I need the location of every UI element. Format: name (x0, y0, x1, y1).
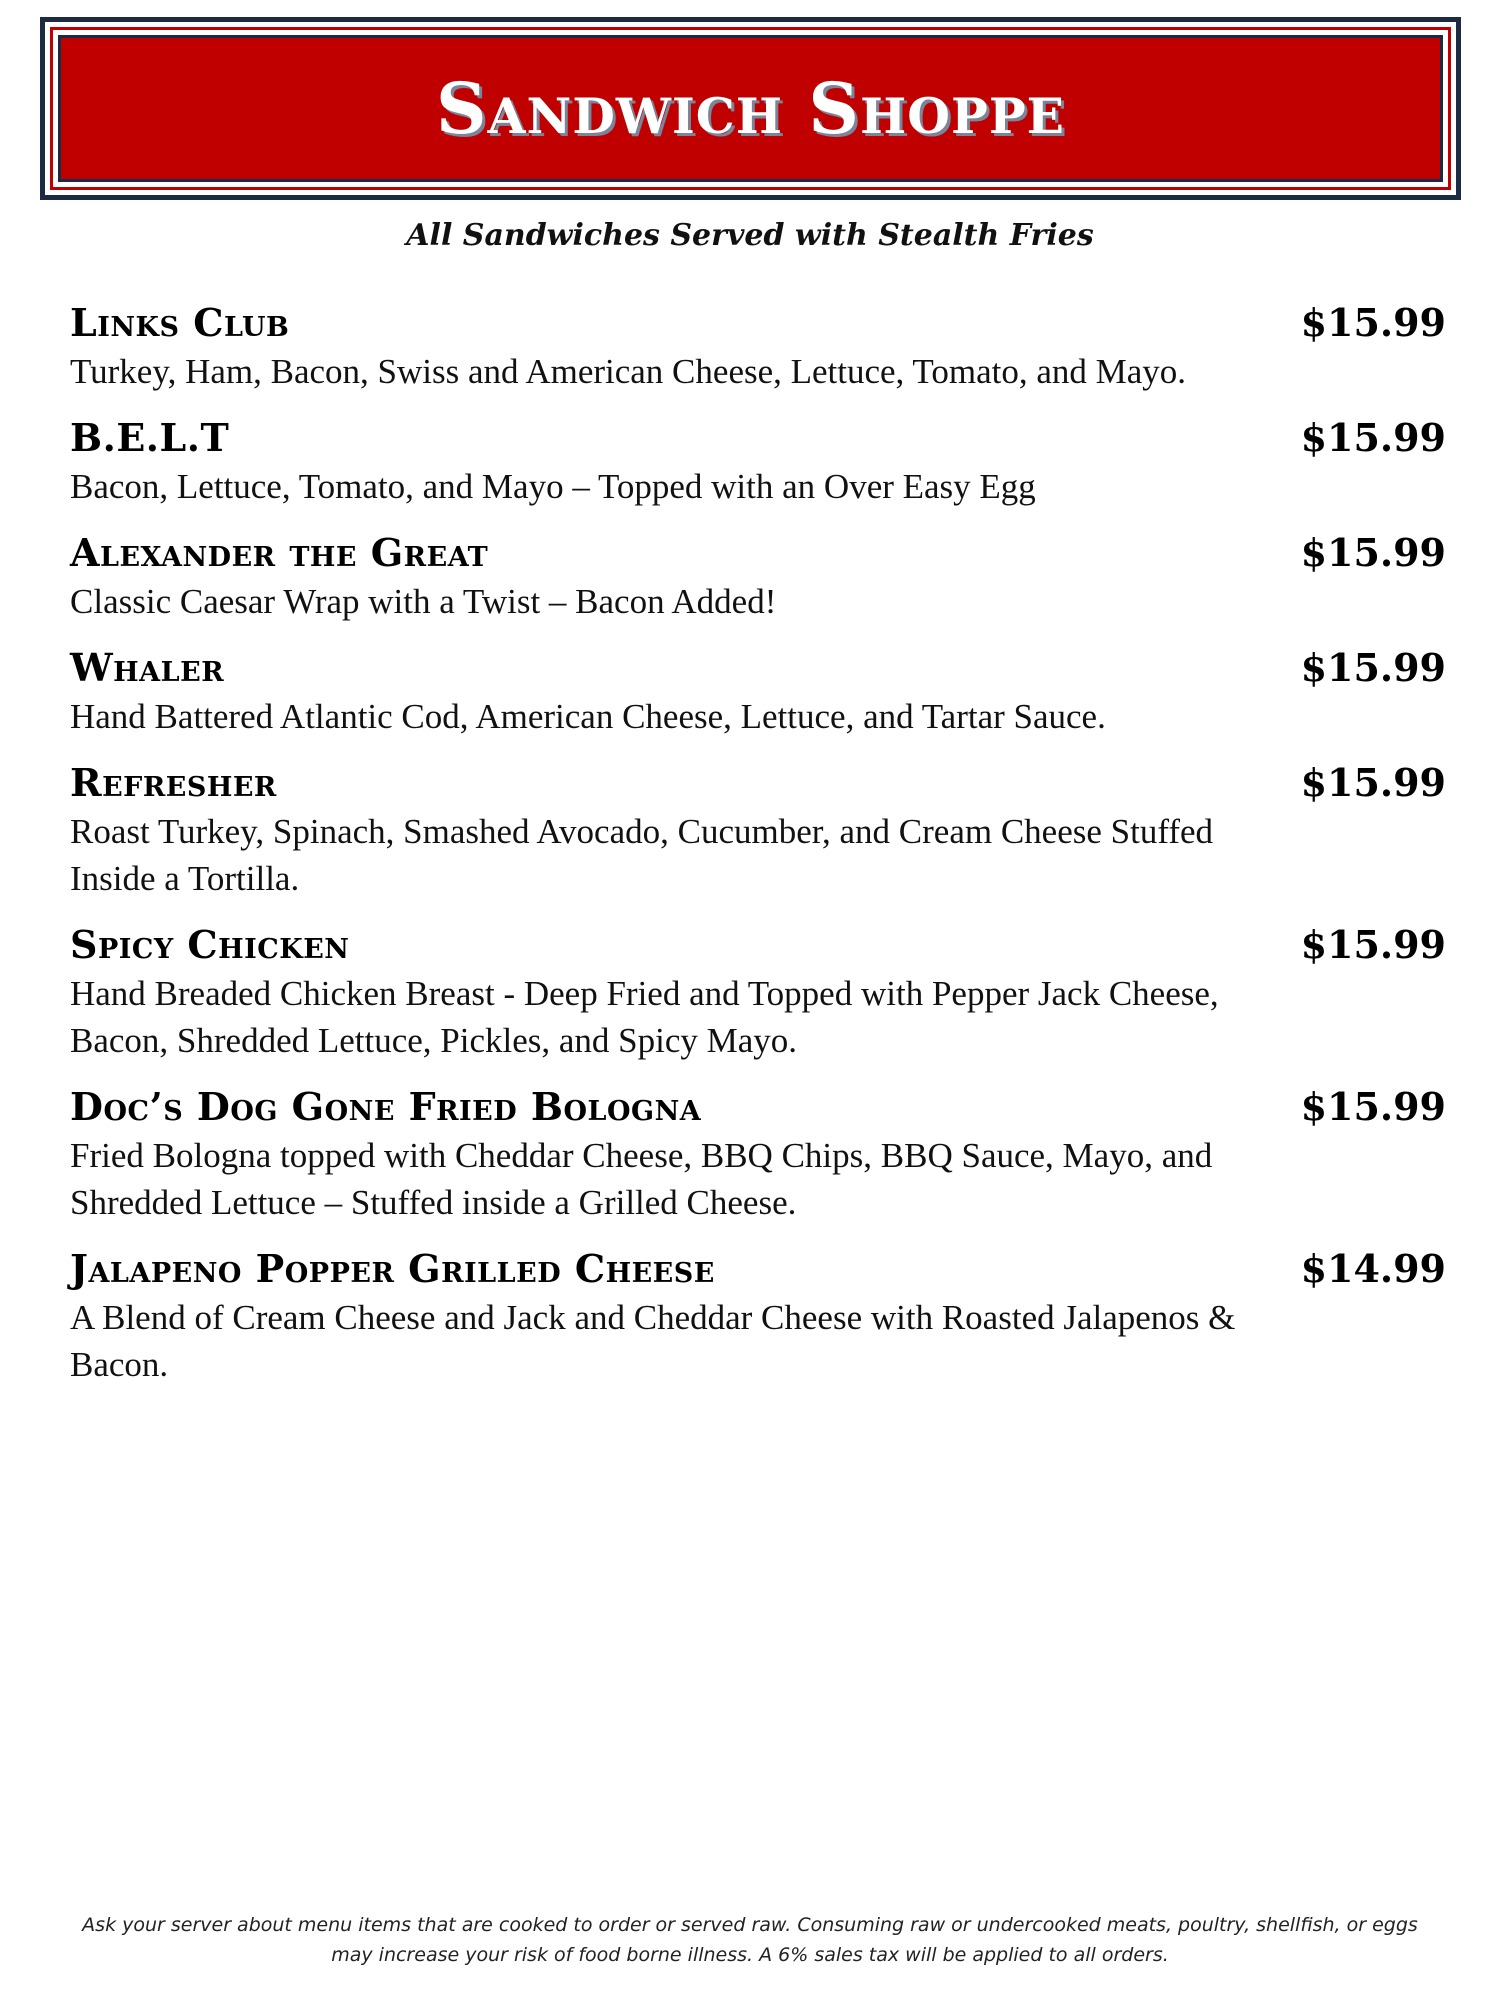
menu-item-belt (70, 415, 1446, 510)
item-name: B.E.L.T (70, 415, 230, 460)
item-price: $15.99 (1300, 645, 1446, 690)
item-name: Jalapeno Popper Grilled Cheese (70, 1246, 715, 1291)
item-description: Fried Bologna topped with Cheddar Cheese, BBQ Chips, BBQ Sauce, Mayo, and Shredded Lettuce – Stuffed inside a Grilled Cheese. (70, 1136, 1213, 1222)
menu-item-whaler (70, 645, 1446, 740)
item-price: $15.99 (1300, 922, 1446, 967)
item-price: $15.99 (1300, 530, 1446, 575)
item-description: Hand Breaded Chicken Breast - Deep Fried and Topped with Pepper Jack Cheese, Bacon, Shredded Lettuce, Pickles, and Spicy Mayo. (70, 974, 1219, 1060)
item-price: $15.99 (1300, 1084, 1446, 1129)
item-description: Classic Caesar Wrap with a Twist – Bacon Added! (70, 582, 777, 621)
menu-item-links-club (70, 300, 1446, 395)
menu-item-fried-bologna (70, 1084, 1446, 1226)
menu-subtitle: All Sandwiches Served with Stealth Fries (406, 218, 1094, 253)
menu-item-refresher (70, 760, 1446, 902)
menu-item-spicy-chicken (70, 922, 1446, 1064)
title-banner (40, 17, 1461, 200)
menu-item-alexander-the-great (70, 530, 1446, 625)
item-price: $14.99 (1300, 1246, 1446, 1291)
banner-fill (58, 35, 1443, 182)
item-description: Hand Battered Atlantic Cod, American Cheese, Lettuce, and Tartar Sauce. (70, 697, 1106, 736)
item-price: $15.99 (1300, 415, 1446, 460)
item-price: $15.99 (1300, 300, 1446, 345)
item-name: Whaler (70, 645, 225, 690)
item-name: Spicy Chicken (70, 922, 350, 967)
menu-list (70, 300, 1446, 1408)
item-name: Refresher (70, 760, 277, 805)
item-description: A Blend of Cream Cheese and Jack and Cheddar Cheese with Roasted Jalapenos & Bacon. (70, 1298, 1236, 1384)
item-name: Doc’s Dog Gone Fried Bologna (70, 1084, 702, 1129)
item-name: Links Club (70, 300, 290, 345)
page-title: Sandwich Shoppe (435, 67, 1066, 150)
item-description: Turkey, Ham, Bacon, Swiss and American Cheese, Lettuce, Tomato, and Mayo. (70, 352, 1187, 391)
banner-border (50, 27, 1451, 190)
menu-item-jalapeno-popper (70, 1246, 1446, 1388)
item-description: Bacon, Lettuce, Tomato, and Mayo – Topped with an Over Easy Egg (70, 467, 1036, 506)
item-description: Roast Turkey, Spinach, Smashed Avocado, Cucumber, and Cream Cheese Stuffed Inside a Tortilla. (70, 812, 1214, 898)
footer-disclaimer: Ask your server about menu items that are cooked to order or served raw. Consuming raw or undercooked meats, poultry, shellfish, or eggs may increase your risk of food borne illness. A 6% sales tax will be applied to all orders. (82, 1914, 1418, 1966)
item-name: Alexander the Great (70, 530, 489, 575)
item-price: $15.99 (1300, 760, 1446, 805)
